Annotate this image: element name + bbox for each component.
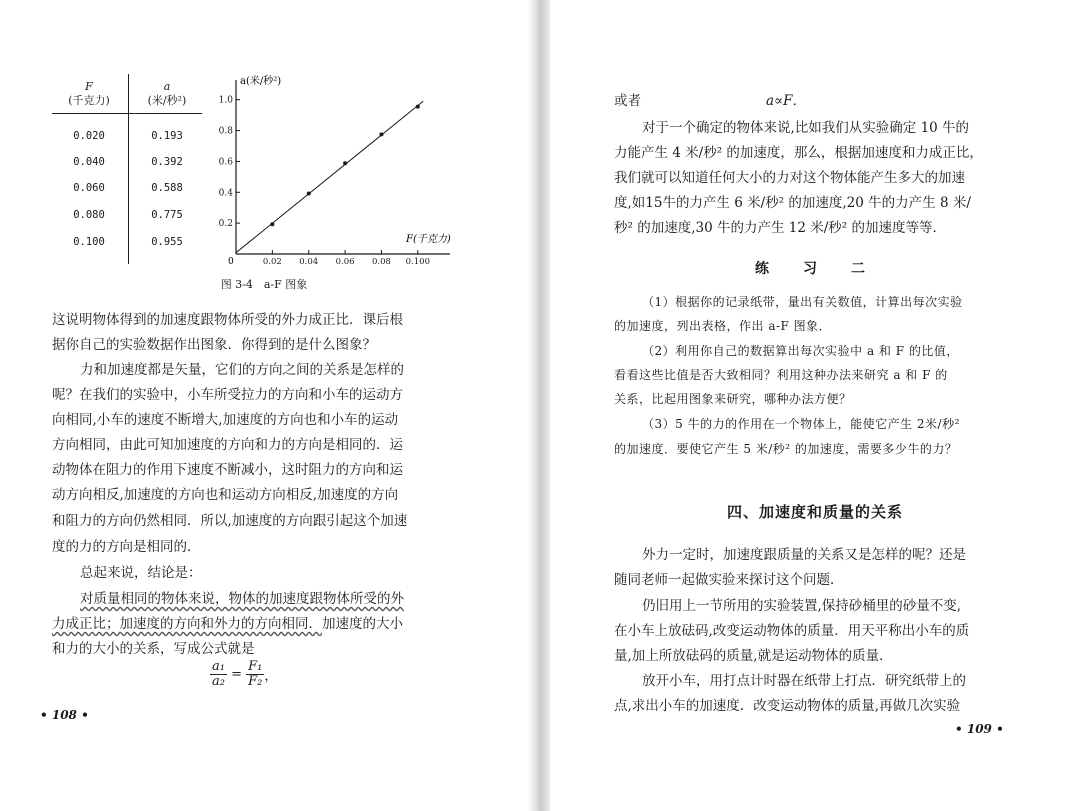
table-header-f-symbol: F bbox=[85, 80, 93, 93]
paragraph-line: 放开小车，用打点计时器在纸带上打点．研究纸带上的 bbox=[642, 673, 966, 689]
y-tick-label: 1.0 bbox=[218, 95, 233, 106]
left-page bbox=[0, 0, 528, 811]
paragraph-line: 点,求出小车的加速度．改变运动物体的质量,再做几次实验 bbox=[614, 698, 961, 714]
y-tick-label: 0.6 bbox=[218, 157, 233, 168]
paragraph-line: 这说明物体得到的加速度跟物体所受的外力成正比．课后根 bbox=[52, 312, 403, 328]
y-tick-label: 0.8 bbox=[218, 126, 233, 137]
table-cell: 0.080 bbox=[73, 209, 105, 221]
paragraph-line: 秒² 的加速度,30 牛的力产生 12 米/秒² 的加速度等等． bbox=[614, 220, 946, 236]
table-cell: 0.193 bbox=[151, 130, 183, 142]
or-label: 或者 bbox=[614, 93, 641, 109]
formula-denominator: F₂ bbox=[248, 674, 263, 689]
conclusion-line bbox=[52, 612, 403, 632]
table-cell: 0.775 bbox=[151, 209, 183, 221]
table-cell: 0.588 bbox=[151, 182, 183, 194]
x-tick-label: 0.08 bbox=[371, 257, 391, 266]
right-page bbox=[550, 0, 1080, 811]
data-point bbox=[416, 105, 420, 109]
data-point bbox=[270, 222, 274, 226]
force-acceleration-table bbox=[52, 74, 202, 264]
exercise-title: 练 习 二 bbox=[755, 261, 875, 277]
paragraph-line: 在小车上放砝码,改变运动物体的质量．用天平称出小车的质 bbox=[614, 623, 970, 639]
formula-tail: ， bbox=[264, 669, 278, 684]
exercise-line: （1）根据你的记录纸带，量出有关数值，计算出每次实验 bbox=[642, 295, 963, 309]
paragraph-line: 和阻力的方向仍然相同．所以,加速度的方向跟引起这个加速 bbox=[52, 513, 408, 529]
table-header-f-unit: (千克力) bbox=[68, 94, 110, 107]
table-header-a-unit: (米/秒²) bbox=[147, 94, 187, 107]
paragraph-line: 度,如15牛的力产生 6 米/秒² 的加速度,20 牛的力产生 8 米/ bbox=[614, 195, 971, 211]
paragraph-line: 和力的大小的关系，写成公式就是 bbox=[52, 641, 255, 657]
formula-numerator: F₁ bbox=[248, 659, 263, 674]
paragraph-line: 总起来说，结论是： bbox=[80, 565, 202, 581]
paragraph-line: 外力一定时，加速度跟质量的关系又是怎样的呢？还是 bbox=[642, 547, 966, 563]
chart-origin-label: 0 bbox=[228, 257, 234, 266]
chart-fit-line bbox=[236, 101, 423, 253]
exercise-line: （2）利用你自己的数据算出每次实验中 a 和 F 的比值， bbox=[642, 344, 959, 358]
formula-numerator: a₁ bbox=[212, 659, 225, 674]
section-title: 四、加速度和质量的关系 bbox=[726, 504, 903, 521]
paragraph-line: 仍旧用上一节所用的实验装置,保持砂桶里的砂量不变, bbox=[642, 598, 962, 614]
paragraph-line: 我们就可以知道任何大小的力对这个物体能产生多大的加速 bbox=[614, 170, 965, 186]
x-tick-label: 0.06 bbox=[335, 257, 355, 266]
x-tick-label: 0.04 bbox=[299, 257, 319, 266]
table-vertical-rule bbox=[128, 74, 129, 264]
exercise-line: （3）5 牛的力的作用在一个物体上，能使它产生 2米/秒² bbox=[642, 417, 960, 431]
chart-points bbox=[270, 105, 419, 227]
table-cell: 0.020 bbox=[73, 130, 105, 142]
paragraph-line: 呢？在我们的实验中，小车所受拉力的方向和小车的运动方 bbox=[52, 387, 403, 403]
page-number: • 108 • bbox=[40, 708, 89, 722]
proportion-formula: $\frac{\text{a₁}}{\text{a₂}}$ = $\frac{\text{F₁}}{\text{F₂}}$ ， bbox=[212, 659, 278, 689]
page-number: • 109 • bbox=[955, 722, 1004, 736]
chart-y-axis-label: a(米/秒²) bbox=[240, 76, 282, 87]
fit-line bbox=[236, 101, 423, 253]
table-cell: 0.955 bbox=[151, 236, 183, 248]
chart-x-axis-label: F(千克力) bbox=[406, 234, 451, 245]
x-tick-label: 0.02 bbox=[262, 257, 282, 266]
table-horizontal-rule bbox=[52, 113, 202, 114]
data-point bbox=[343, 161, 347, 165]
table-cell: 0.392 bbox=[151, 156, 183, 168]
exercise-line: 看看这些比值是否大致相同？利用这种办法来研究 a 和 F 的 bbox=[614, 368, 948, 382]
paragraph-line: 方向相同，由此可知加速度的方向和力的方向是相同的．运 bbox=[52, 437, 403, 453]
paragraph-line: 对于一个确定的物体来说,比如我们从实验确定 10 牛的 bbox=[642, 120, 970, 136]
paragraph-line: 向相同,小车的速度不断增大,加速度的方向也和小车的运动 bbox=[52, 412, 399, 428]
book-gutter bbox=[528, 0, 550, 811]
exercise-line: 关系，比起用图象来研究，哪种办法方便？ bbox=[614, 392, 852, 406]
paragraph-line: 随同老师一起做实验来探讨这个问题． bbox=[614, 572, 844, 588]
figure-caption: 图 3-4 a-F 图象 bbox=[220, 278, 308, 291]
conclusion-line: 对质量相同的物体来说，物体的加速度跟物体所受的外 bbox=[80, 591, 404, 607]
paragraph-line: 动方向相反,加速度的方向也和运动方向相反,加速度的方向 bbox=[52, 487, 399, 503]
paragraph-line: 动物体在阻力的作用下速度不断减小，这时阻力的方向和运 bbox=[52, 462, 403, 478]
paragraph-line: 力和加速度都是矢量，它们的方向之间的关系是怎样的 bbox=[80, 362, 404, 378]
x-tick-label: 0.100 bbox=[405, 257, 430, 266]
paragraph-line: 据你自己的实验数据作出图象．你得到的是什么图象？ bbox=[52, 337, 376, 353]
data-point bbox=[307, 192, 311, 196]
exercise-line: 的加速度．要使它产生 5 米/秒² 的加速度，需要多少牛的力？ bbox=[614, 442, 958, 456]
formula-denominator: a₂ bbox=[212, 674, 225, 689]
paragraph-line: 度的力的方向是相同的． bbox=[52, 539, 201, 555]
y-tick-label: 0.2 bbox=[218, 219, 233, 230]
table-cell: 0.100 bbox=[73, 236, 105, 248]
conclusion-underlined: 力成正比；加速度的方向和外力的方向相同． bbox=[52, 616, 322, 632]
exercise-line: 的加速度，列出表格，作出 a-F 图象． bbox=[614, 319, 832, 333]
or-formula: a∝F． bbox=[766, 93, 807, 109]
paragraph-line: 力能产生 4 米/秒² 的加速度，那么，根据加速度和力成正比， bbox=[614, 145, 983, 161]
data-point bbox=[379, 132, 383, 136]
table-header-a-symbol: a bbox=[163, 80, 171, 93]
table-cell: 0.040 bbox=[73, 156, 105, 168]
y-tick-label: 0.4 bbox=[218, 188, 233, 199]
paragraph-line: 量,加上所放砝码的质量,就是运动物体的质量． bbox=[614, 648, 893, 664]
conclusion-tail: 加速度的大小 bbox=[322, 616, 403, 632]
table-cell: 0.060 bbox=[73, 182, 105, 194]
a-f-chart bbox=[210, 74, 470, 266]
